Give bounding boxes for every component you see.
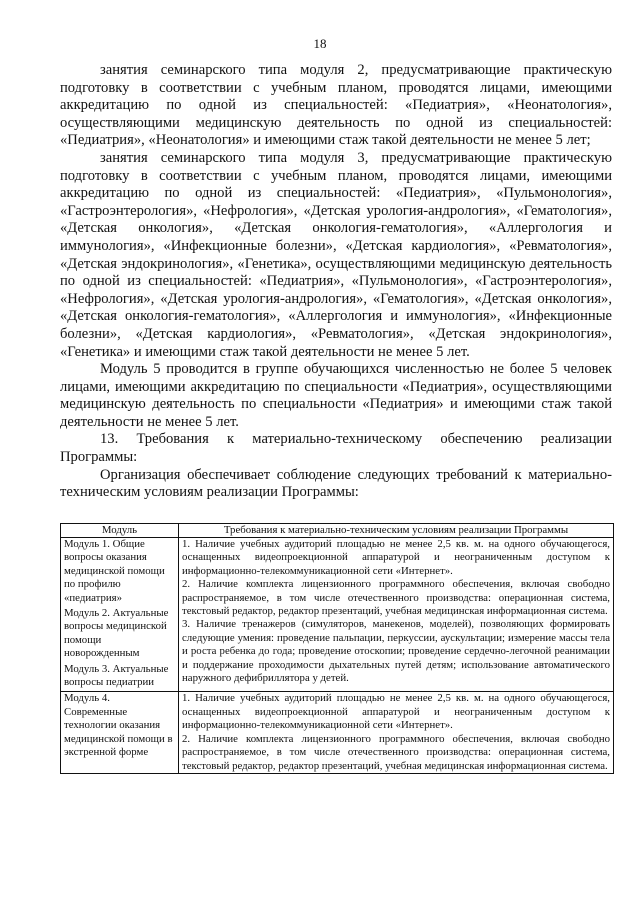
paragraph-module-2-staff: занятия семинарского типа модуля 2, предусматривающие практическую подготовку в соответствии с учебным планом, проводятся лицами, имеющими аккредитацию по одной из специальностей: «Педиатрия», «Неонатология», осуществляющими медицинскую деятельность по одной из специальностей: «Педиатрия», «Неонатология» и имеющими стаж такой деятельности не менее 5 лет; xyxy=(60,62,612,149)
module-name: Модуль 3. Актуальные вопросы педиатрии xyxy=(64,662,169,689)
header-requirements: Требования к материально-техническим условиям реализации Программы xyxy=(179,524,614,538)
header-module: Модуль xyxy=(61,524,179,538)
requirement-item: 1. Наличие учебных аудиторий площадью не менее 2,5 кв. м. на одного обучающегося, оснащенных видеопроекционной аппаратурой и неограниченным доступом к информационно-телекоммуникационной сети «Интернет». xyxy=(182,538,610,577)
module-cell xyxy=(61,538,179,692)
paragraph-module-3-staff: занятия семинарского типа модуля 3, предусматривающие практическую подготовку в соответствии с учебным планом, проводятся лицами, имеющими аккредитацию по одной из специальностей: «Педиатрия», «Пульмонология», «Гастроэнтерология», «Нефрология», «Детская урология-андрология», «Гематология», «Детская онкология», «Детская онкология-гематология», «Аллергология и иммунология», «Инфекционные болезни», «Детская кардиология», «Ревматология», «Детская эндокринология», «Генетика», осуществляющими медицинскую деятельность по одной из специальностей: «Педиатрия», «Пульмонология», «Гастроэнтерология», «Нефрология», «Детская урология-андрология», «Гематология», «Детская онкология», «Детская онкология-гематология», «Аллергология и иммунология», «Инфекционные болезни», «Детская кардиология», «Ревматология», «Детская эндокринология», «Генетика» и имеющими стаж такой деятельности не менее 5 лет. xyxy=(60,149,612,360)
table-header-row xyxy=(61,524,614,538)
page-number: 18 xyxy=(313,36,327,51)
requirement-item: 2. Наличие комплекта лицензионного программного обеспечения, включая свободно распространяемое, в том числе отечественного производства: операционная система, текстовый редактор, редактор презентаций, учебная медицинская информационная система. xyxy=(182,732,610,772)
requirements-cell xyxy=(179,538,614,692)
module-name: Модуль 4. Современные технологии оказания медицинской помощи в экстренной форме xyxy=(64,692,173,759)
table-row xyxy=(61,538,614,692)
requirements-cell xyxy=(179,692,614,773)
requirement-item: 1. Наличие учебных аудиторий площадью не менее 2,5 кв. м. на одного обучающегося, оснащенных видеопроекционной аппаратурой и неограниченным доступом к информационно-телекоммуникационной сети «Интернет». xyxy=(182,692,610,732)
table-row xyxy=(61,692,614,773)
paragraph-module-5-staff: Модуль 5 проводится в группе обучающихся численностью не более 5 человек лицами, имеющими аккредитацию по специальности «Педиатрия», осуществляющими медицинскую деятельность по специальности «Педиатрия» и имеющими стаж такой деятельности не менее 5 лет. xyxy=(60,361,612,430)
module-name: Модуль 1. Общие вопросы оказания медицинской помощи по профилю «педиатрия» xyxy=(64,538,165,604)
requirements-table xyxy=(60,523,614,774)
section-13-heading: 13. Требования к материально-техническому обеспечению реализации Программы: xyxy=(60,431,612,466)
paragraph-requirements-intro: Организация обеспечивает соблюдение следующих требований к материально-техническим условиям реализации Программы: xyxy=(60,466,612,501)
body-text xyxy=(60,62,612,502)
requirement-item: 2. Наличие комплекта лицензионного программного обеспечения, включая свободно распространяемое, в том числе отечественного производства: операционная система, текстовый редактор, редактор презентаций, учебная медицинская информационная система. xyxy=(182,578,610,618)
module-cell xyxy=(61,692,179,773)
requirement-item: 3. Наличие тренажеров (симуляторов, манекенов, моделей), позволяющих формировать следующие умения: проведение пальпации, перкуссии, аускультации; измерение массы тела и роста ребенка до года; проведение отоскопии; проведение сердечно-легочной реанимации и поддержание проходимости дыхательных путей детям; использование автоматического наружного дефибриллятора у детей. xyxy=(182,618,610,685)
module-name: Модуль 2. Актуальные вопросы медицинской помощи новорожденным xyxy=(64,607,169,660)
